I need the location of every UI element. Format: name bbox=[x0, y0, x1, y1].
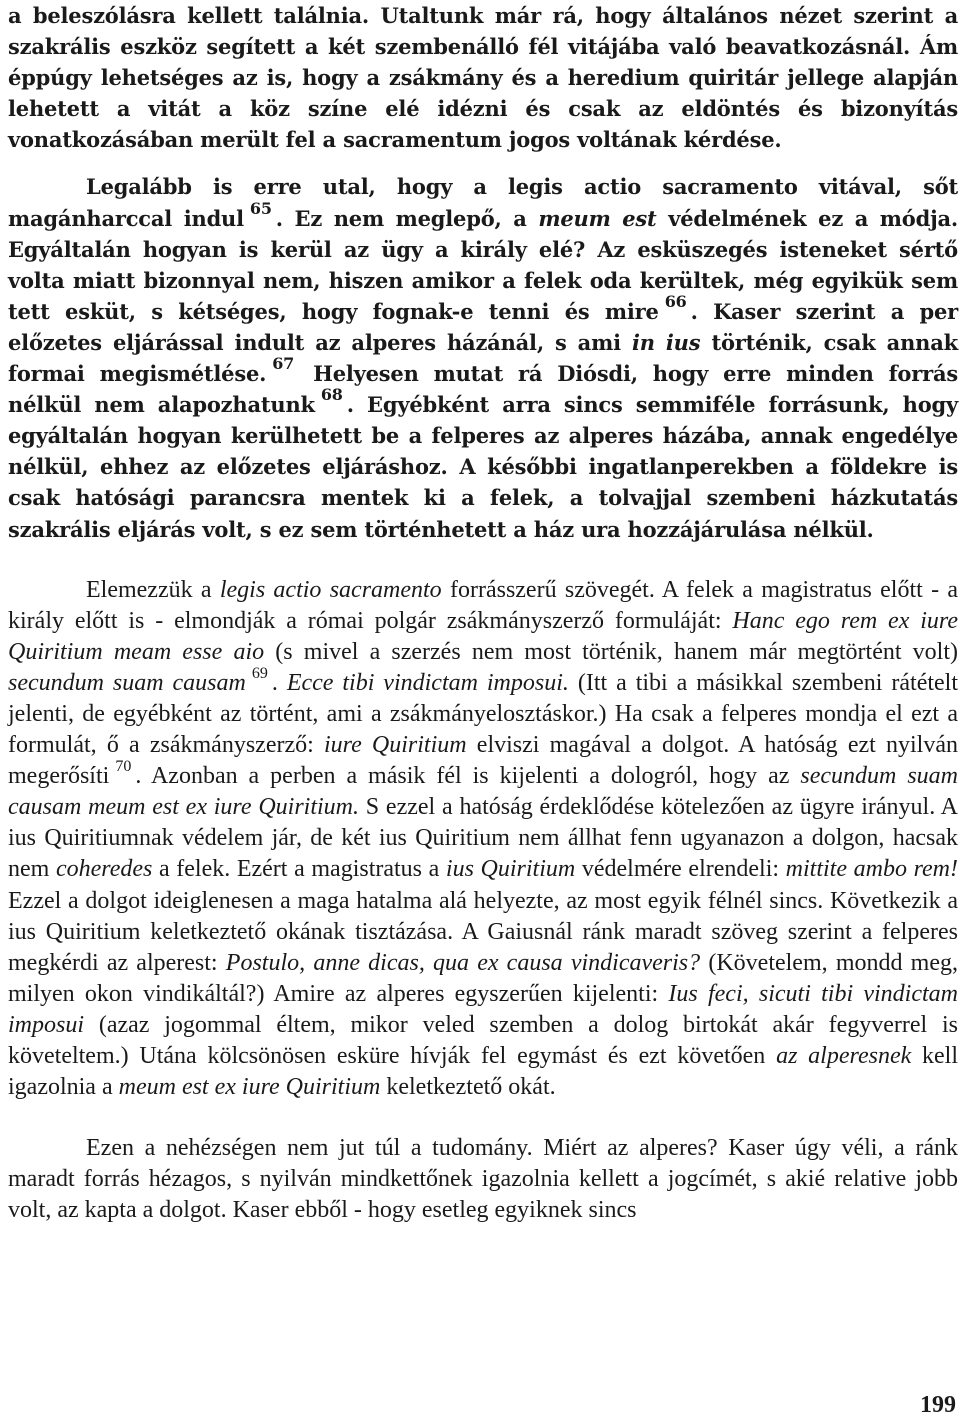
paragraph-3-italic-ius-quiritium: ius Quiritium bbox=[445, 856, 576, 883]
footnote-ref-69: 69 bbox=[251, 664, 268, 682]
paragraph-3-italic-alperesnek: az alperesnek bbox=[776, 1043, 912, 1069]
paragraph-3-g: . bbox=[271, 669, 278, 696]
paragraph-3-italic-meum-est-ex: meum est ex iure Quiritium bbox=[118, 1074, 381, 1101]
paragraph-1 bbox=[8, 0, 958, 155]
footnote-ref-65: 65 bbox=[249, 198, 272, 218]
footnote-ref-68: 68 bbox=[320, 385, 343, 405]
paragraph-2-part-10: . Egyébként arra sincs semmiféle forrásunk, hogy egyáltalán hogyan kerülhetett be a felperes az alperes házába, annak engedélye nélkül, ehhez az előzetes eljáráshoz. A későbbi ingatlanperekben a földekre is csak hatósági parancsra mentek ki a felek, a tolvajjal szembeni házkutatás szakrális eljárás volt, s ez sem történhetett a ház ura hozzájárulása nélkül. bbox=[8, 392, 959, 542]
paragraph-3-x: (azaz jogommal éltem, mikor veled szemben a dolog birtokát akár fegyverrel is követeltem.) Utána kölcsönösen esküre hívják fel egymást és ezt követően bbox=[8, 1011, 959, 1069]
paragraph-2-part-2: . Ez nem meglepő, a bbox=[275, 205, 527, 231]
footnote-ref-70: 70 bbox=[115, 758, 132, 776]
paragraph-3-italic-secundum: secundum suam causam bbox=[8, 669, 246, 696]
paragraph-3-italic-coheredes: coheredes bbox=[55, 856, 153, 883]
paragraph-4 bbox=[8, 1133, 958, 1226]
paragraph-3-italic-secundum-meum: secundum suam causam meum est ex iure Quiritium. bbox=[8, 763, 958, 821]
paragraph-2 bbox=[8, 171, 958, 544]
paragraph-3-a: Elemezzük a bbox=[86, 576, 212, 603]
paragraph-3-italic-ius-feci: Ius feci, sicuti tibi vindictam imposui bbox=[8, 980, 958, 1038]
paragraph-3-r: védelmére elrendeli: bbox=[581, 856, 780, 883]
paragraph-3-e: (s mivel a szerzés nem most történik, hanem már megtörtént volt) bbox=[275, 638, 958, 665]
document-page bbox=[8, 0, 958, 1226]
paragraph-3-z: kell igazolnia a bbox=[8, 1043, 959, 1101]
paragraph-3-italic-postulo: Postulo, anne dicas, qua ex causa vindicaveris? bbox=[225, 949, 701, 976]
paragraph-3-italic-legis-actio: legis actio sacramento bbox=[219, 576, 442, 603]
paragraph-2-part-8: történik, csak annak formai megismétlése. bbox=[8, 329, 958, 387]
paragraph-4-text: Ezen a nehézségen nem jut túl a tudomány. Miért az alperes? Kaser úgy véli, a ránk maradt forrás hézagos, s nyilván mindkettőnek igazolnia kellett a jogcímét, s akié relative jobb volt, az kapta a dolgot. Kaser ebből - hogy esetleg egyiknek sincs bbox=[8, 1135, 958, 1224]
paragraph-3-t: Ezzel a dolgot ideiglenesen a maga hatalma alá helyezte, az most egyik félnél sincs. Következik a ius Quiritium keletkeztető okának tisztázása. A Gaiusnál ránk maradt szöveg szerint a felperes megkérdi az alperest: bbox=[8, 887, 958, 976]
paragraph-2-part-4: védelmének ez a módja. Egyáltalán hogyan is kerül az ügy a király elé? bbox=[8, 205, 958, 262]
paragraph-3-i: (Itt a tibi a másikkal szembeni rátételt jelenti, de egyébként az történt, ami a zsákmányelosztáskor.) Ha csak a felperes mondja el ezt a formulát, ő a zsákmányszerző: bbox=[8, 669, 959, 759]
paragraph-3-v: (Követelem, mondd meg, milyen okon vindikáltál?) Amire az alperes egyszerűen kijelenti: bbox=[8, 949, 958, 1007]
paragraph-1-text: a beleszólásra kellett találnia. Utaltunk már rá, hogy általános nézet szerint a szakrális eszköz segített a két szembenálló fél vitájába való beavatkozásnál. Ám éppúgy lehetséges az is, hogy a zsákmány és a heredium quiritár jellege alapján lehetett a vitát a köz színe elé idézni és csak az eldöntés és bizonyítás vonatkozásában merült fel a sacramentum jogos voltának kérdése. bbox=[8, 3, 958, 153]
footnote-ref-66: 66 bbox=[664, 291, 687, 311]
paragraph-2-part-1: Legalább is erre utal, hogy a legis actio sacramento vitával, sőt magánharccal indul bbox=[8, 174, 958, 231]
paragraph-3 bbox=[8, 575, 958, 1104]
footnote-ref-67: 67 bbox=[272, 354, 295, 374]
paragraph-2-part-9: Helyesen mutat rá Diósdi, hogy erre minden forrás nélkül nem alapozhatunk bbox=[8, 361, 958, 418]
paragraph-3-n: S ezzel a hatóság érdeklődése kötelezően az ügyre irányul. A ius Quiritiumnak védelem jár, de két ius Quiritium nem állhat fenn ugyanazon a dolgon, hacsak nem bbox=[8, 794, 958, 883]
paragraph-2-part-6: . Kaser szerint a per előzetes eljárással indult az alperes házánál, s ami bbox=[8, 298, 959, 355]
paragraph-3-z3: keletkeztető okát. bbox=[386, 1074, 556, 1101]
paragraph-2-part-5: Az esküszegés isteneket sértő volta miatt bizonnyal nem, hiszen amikor a felek oda kerültek, még egyikük sem tett esküt, s kétséges, hogy fognak-e tenni és mire bbox=[8, 236, 958, 324]
paragraph-3-italic-ecce: Ecce tibi vindictam imposui. bbox=[286, 669, 569, 696]
paragraph-3-italic-mittite: mittite ambo rem! bbox=[785, 856, 958, 883]
paragraph-3-k: elviszi magával a dolgot. A hatóság ezt nyilván megerősíti bbox=[8, 732, 958, 790]
paragraph-3-p: a felek. Ezért a magistratus a bbox=[158, 856, 440, 883]
paragraph-2-italic-in-ius: in ius bbox=[631, 329, 701, 355]
paragraph-2-italic-meum-est: meum est bbox=[538, 205, 657, 231]
page-number: 199 bbox=[920, 1392, 956, 1418]
paragraph-3-l: . Azonban a perben a másik fél is kijelenti a dologról, hogy az bbox=[135, 763, 790, 790]
paragraph-3-italic-iure-quiritium: iure Quiritium bbox=[323, 732, 467, 759]
paragraph-3-italic-formula: Hanc ego rem ex iure Quiritium meam esse aio bbox=[8, 607, 958, 665]
paragraph-3-c: forrásszerű szövegét. A felek a magistratus előtt - a király előtt is - elmondják a római polgár zsákmányszerző formuláját: bbox=[8, 576, 959, 634]
